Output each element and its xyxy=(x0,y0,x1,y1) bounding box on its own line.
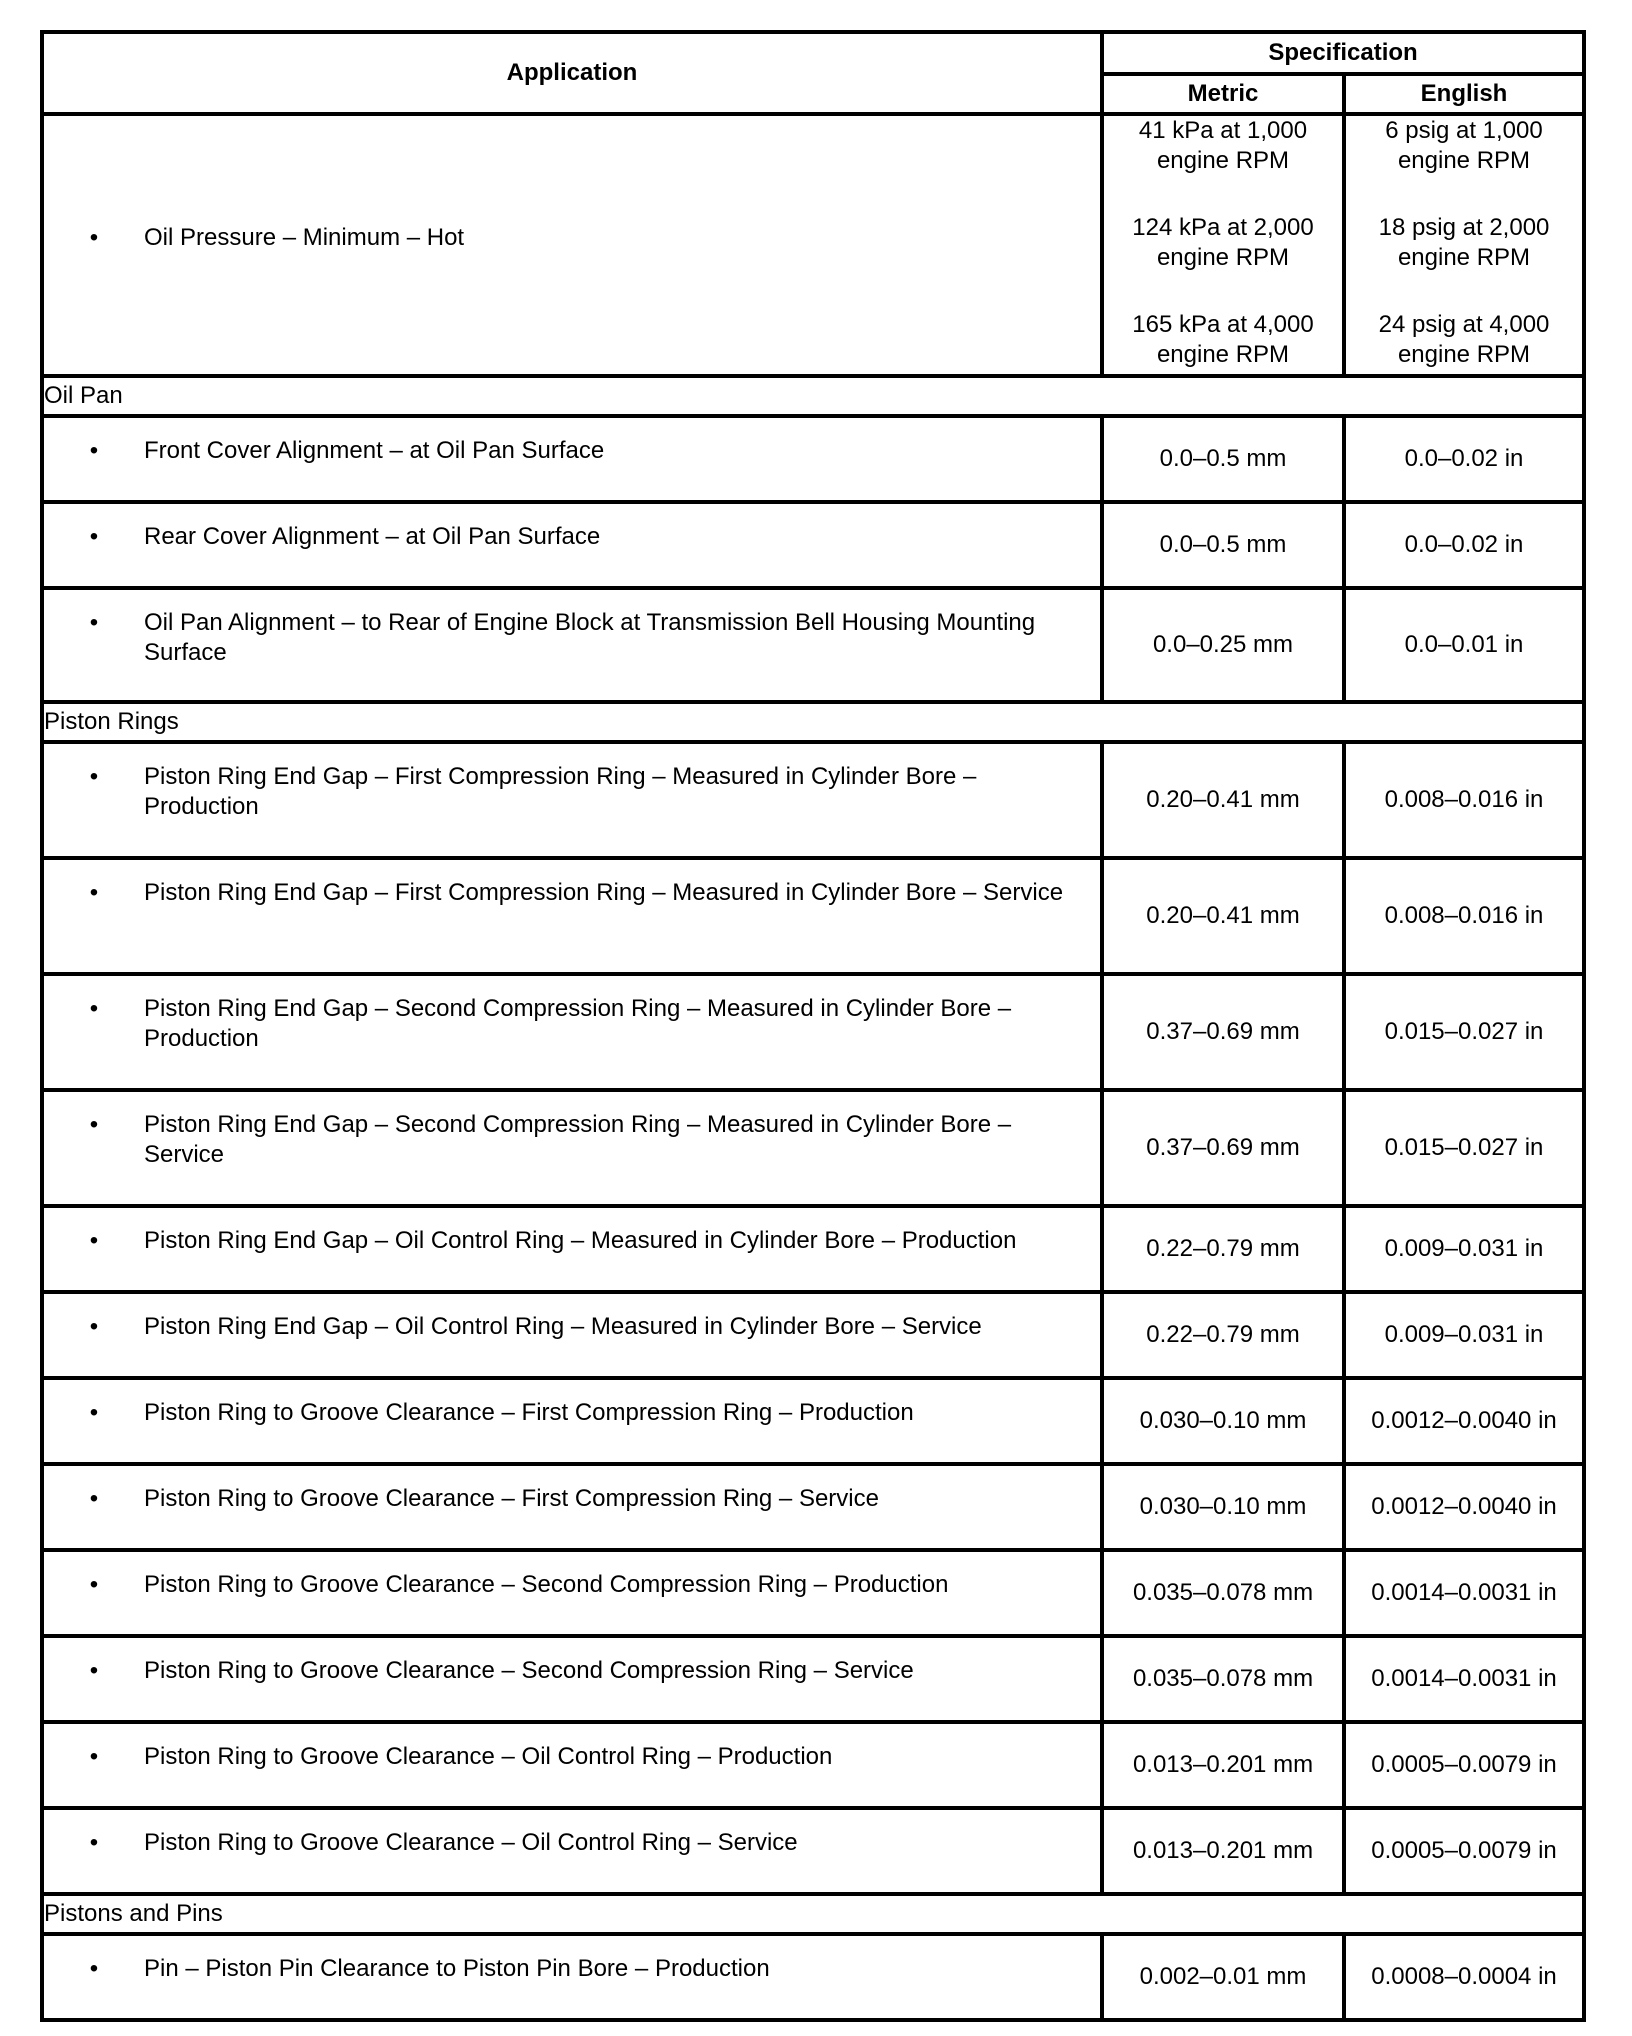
metric-value: 0.37–0.69 mm xyxy=(1102,1090,1344,1206)
english-value: 0.0014–0.0031 in xyxy=(1344,1550,1584,1636)
application-label: Pin – Piston Pin Clearance to Piston Pin Bore – Production xyxy=(144,1955,770,1982)
english-value: 0.009–0.031 in xyxy=(1344,1206,1584,1292)
table-row-oil-pressure xyxy=(42,114,1584,376)
bullet-icon: • xyxy=(89,1485,99,1512)
metric-value: 0.22–0.79 mm xyxy=(1102,1206,1344,1292)
table-row xyxy=(42,1636,1584,1722)
header-specification: Specification xyxy=(1102,32,1584,74)
english-value: 0.0012–0.0040 in xyxy=(1344,1464,1584,1550)
english-value: 0.0005–0.0079 in xyxy=(1344,1808,1584,1894)
application-label: Piston Ring to Groove Clearance – First Compression Ring – Production xyxy=(144,1399,914,1426)
application-label: Piston Ring End Gap – Second Compression Ring – Measured in Cylinder Bore – Service xyxy=(144,1111,1012,1168)
table-row xyxy=(42,1292,1584,1378)
bullet-icon: • xyxy=(89,1743,99,1770)
application-label: Piston Ring to Groove Clearance – Second Compression Ring – Service xyxy=(144,1657,914,1684)
bullet-icon: • xyxy=(89,1399,99,1426)
bullet-icon: • xyxy=(89,1829,99,1856)
english-value: 0.0008–0.0004 in xyxy=(1344,1934,1584,2020)
metric-value-line: 41 kPa at 1,000 engine RPM xyxy=(1138,117,1308,174)
table-row xyxy=(42,974,1584,1090)
table-row xyxy=(42,1090,1584,1206)
english-value: 0.0005–0.0079 in xyxy=(1344,1722,1584,1808)
bullet-icon: • xyxy=(89,763,99,790)
section-title: Oil Pan xyxy=(42,376,1584,416)
specification-table xyxy=(40,30,1586,2022)
bullet-icon: • xyxy=(89,995,99,1022)
bullet-icon: • xyxy=(89,1571,99,1598)
bullet-icon: • xyxy=(89,523,99,550)
header-metric: Metric xyxy=(1102,74,1344,114)
metric-value: 0.030–0.10 mm xyxy=(1102,1464,1344,1550)
bullet-icon: • xyxy=(89,1111,99,1138)
application-label: Piston Ring to Groove Clearance – Oil Control Ring – Production xyxy=(144,1743,833,1770)
english-value xyxy=(1344,114,1584,376)
metric-value: 0.0–0.5 mm xyxy=(1102,502,1344,588)
table-row xyxy=(42,588,1584,702)
metric-value-line: 124 kPa at 2,000 engine RPM xyxy=(1132,214,1314,271)
english-value: 0.008–0.016 in xyxy=(1344,742,1584,858)
english-value: 0.0–0.01 in xyxy=(1344,588,1584,702)
application-label: Piston Ring End Gap – First Compression Ring – Measured in Cylinder Bore – Production xyxy=(144,763,977,820)
application-label: Piston Ring End Gap – Oil Control Ring – Measured in Cylinder Bore – Service xyxy=(144,1313,982,1340)
section-title: Pistons and Pins xyxy=(42,1894,1584,1934)
english-value: 0.015–0.027 in xyxy=(1344,1090,1584,1206)
metric-value: 0.013–0.201 mm xyxy=(1102,1808,1344,1894)
metric-value: 0.37–0.69 mm xyxy=(1102,974,1344,1090)
english-value: 0.008–0.016 in xyxy=(1344,858,1584,974)
english-value-line: 24 psig at 4,000 engine RPM xyxy=(1378,311,1550,368)
english-value: 0.009–0.031 in xyxy=(1344,1292,1584,1378)
application-label: Piston Ring to Groove Clearance – First Compression Ring – Service xyxy=(144,1485,879,1512)
metric-value: 0.20–0.41 mm xyxy=(1102,858,1344,974)
header-application: Application xyxy=(42,32,1102,114)
table-row xyxy=(42,858,1584,974)
section-row xyxy=(42,376,1584,416)
metric-value: 0.20–0.41 mm xyxy=(1102,742,1344,858)
english-value: 0.0012–0.0040 in xyxy=(1344,1378,1584,1464)
metric-value: 0.0–0.25 mm xyxy=(1102,588,1344,702)
metric-value xyxy=(1102,114,1344,376)
bullet-icon: • xyxy=(89,1313,99,1340)
header-english: English xyxy=(1344,74,1584,114)
english-value: 0.0014–0.0031 in xyxy=(1344,1636,1584,1722)
section-title: Piston Rings xyxy=(42,702,1584,742)
application-label: Front Cover Alignment – at Oil Pan Surface xyxy=(144,437,605,464)
table-row xyxy=(42,1206,1584,1292)
metric-value: 0.013–0.201 mm xyxy=(1102,1722,1344,1808)
bullet-icon: • xyxy=(89,437,99,464)
section-row xyxy=(42,702,1584,742)
bullet-icon: • xyxy=(89,1657,99,1684)
application-label: Oil Pan Alignment – to Rear of Engine Block at Transmission Bell Housing Mounting Surface xyxy=(144,609,1036,666)
bullet-icon: • xyxy=(89,609,99,636)
application-label: Piston Ring End Gap – First Compression Ring – Measured in Cylinder Bore – Service xyxy=(144,879,1064,906)
table-row xyxy=(42,742,1584,858)
application-label: Piston Ring End Gap – Oil Control Ring – Measured in Cylinder Bore – Production xyxy=(144,1227,1017,1254)
english-value: 0.015–0.027 in xyxy=(1344,974,1584,1090)
table-row xyxy=(42,1464,1584,1550)
application-label: Piston Ring to Groove Clearance – Oil Control Ring – Service xyxy=(144,1829,798,1856)
application-label: Rear Cover Alignment – at Oil Pan Surface xyxy=(144,523,601,550)
table-row xyxy=(42,1934,1584,2020)
section-row xyxy=(42,1894,1584,1934)
metric-value: 0.035–0.078 mm xyxy=(1102,1550,1344,1636)
table-row xyxy=(42,1722,1584,1808)
metric-value: 0.22–0.79 mm xyxy=(1102,1292,1344,1378)
metric-value: 0.002–0.01 mm xyxy=(1102,1934,1344,2020)
table-row xyxy=(42,1550,1584,1636)
application-label: Piston Ring to Groove Clearance – Second Compression Ring – Production xyxy=(144,1571,949,1598)
metric-value: 0.030–0.10 mm xyxy=(1102,1378,1344,1464)
table-row xyxy=(42,1808,1584,1894)
bullet-icon: • xyxy=(89,879,99,906)
english-value: 0.0–0.02 in xyxy=(1344,502,1584,588)
bullet-icon: • xyxy=(89,1227,99,1254)
table-row xyxy=(42,416,1584,502)
metric-value: 0.035–0.078 mm xyxy=(1102,1636,1344,1722)
table-row xyxy=(42,1378,1584,1464)
metric-value-line: 165 kPa at 4,000 engine RPM xyxy=(1132,311,1314,368)
application-label: Piston Ring End Gap – Second Compression Ring – Measured in Cylinder Bore – Production xyxy=(144,995,1012,1052)
english-value-line: 18 psig at 2,000 engine RPM xyxy=(1378,214,1550,271)
metric-value: 0.0–0.5 mm xyxy=(1102,416,1344,502)
application-label: Oil Pressure – Minimum – Hot xyxy=(144,224,465,251)
table-row xyxy=(42,502,1584,588)
bullet-icon: • xyxy=(89,224,99,251)
bullet-icon: • xyxy=(89,1955,99,1982)
english-value: 0.0–0.02 in xyxy=(1344,416,1584,502)
english-value-line: 6 psig at 1,000 engine RPM xyxy=(1385,117,1543,174)
